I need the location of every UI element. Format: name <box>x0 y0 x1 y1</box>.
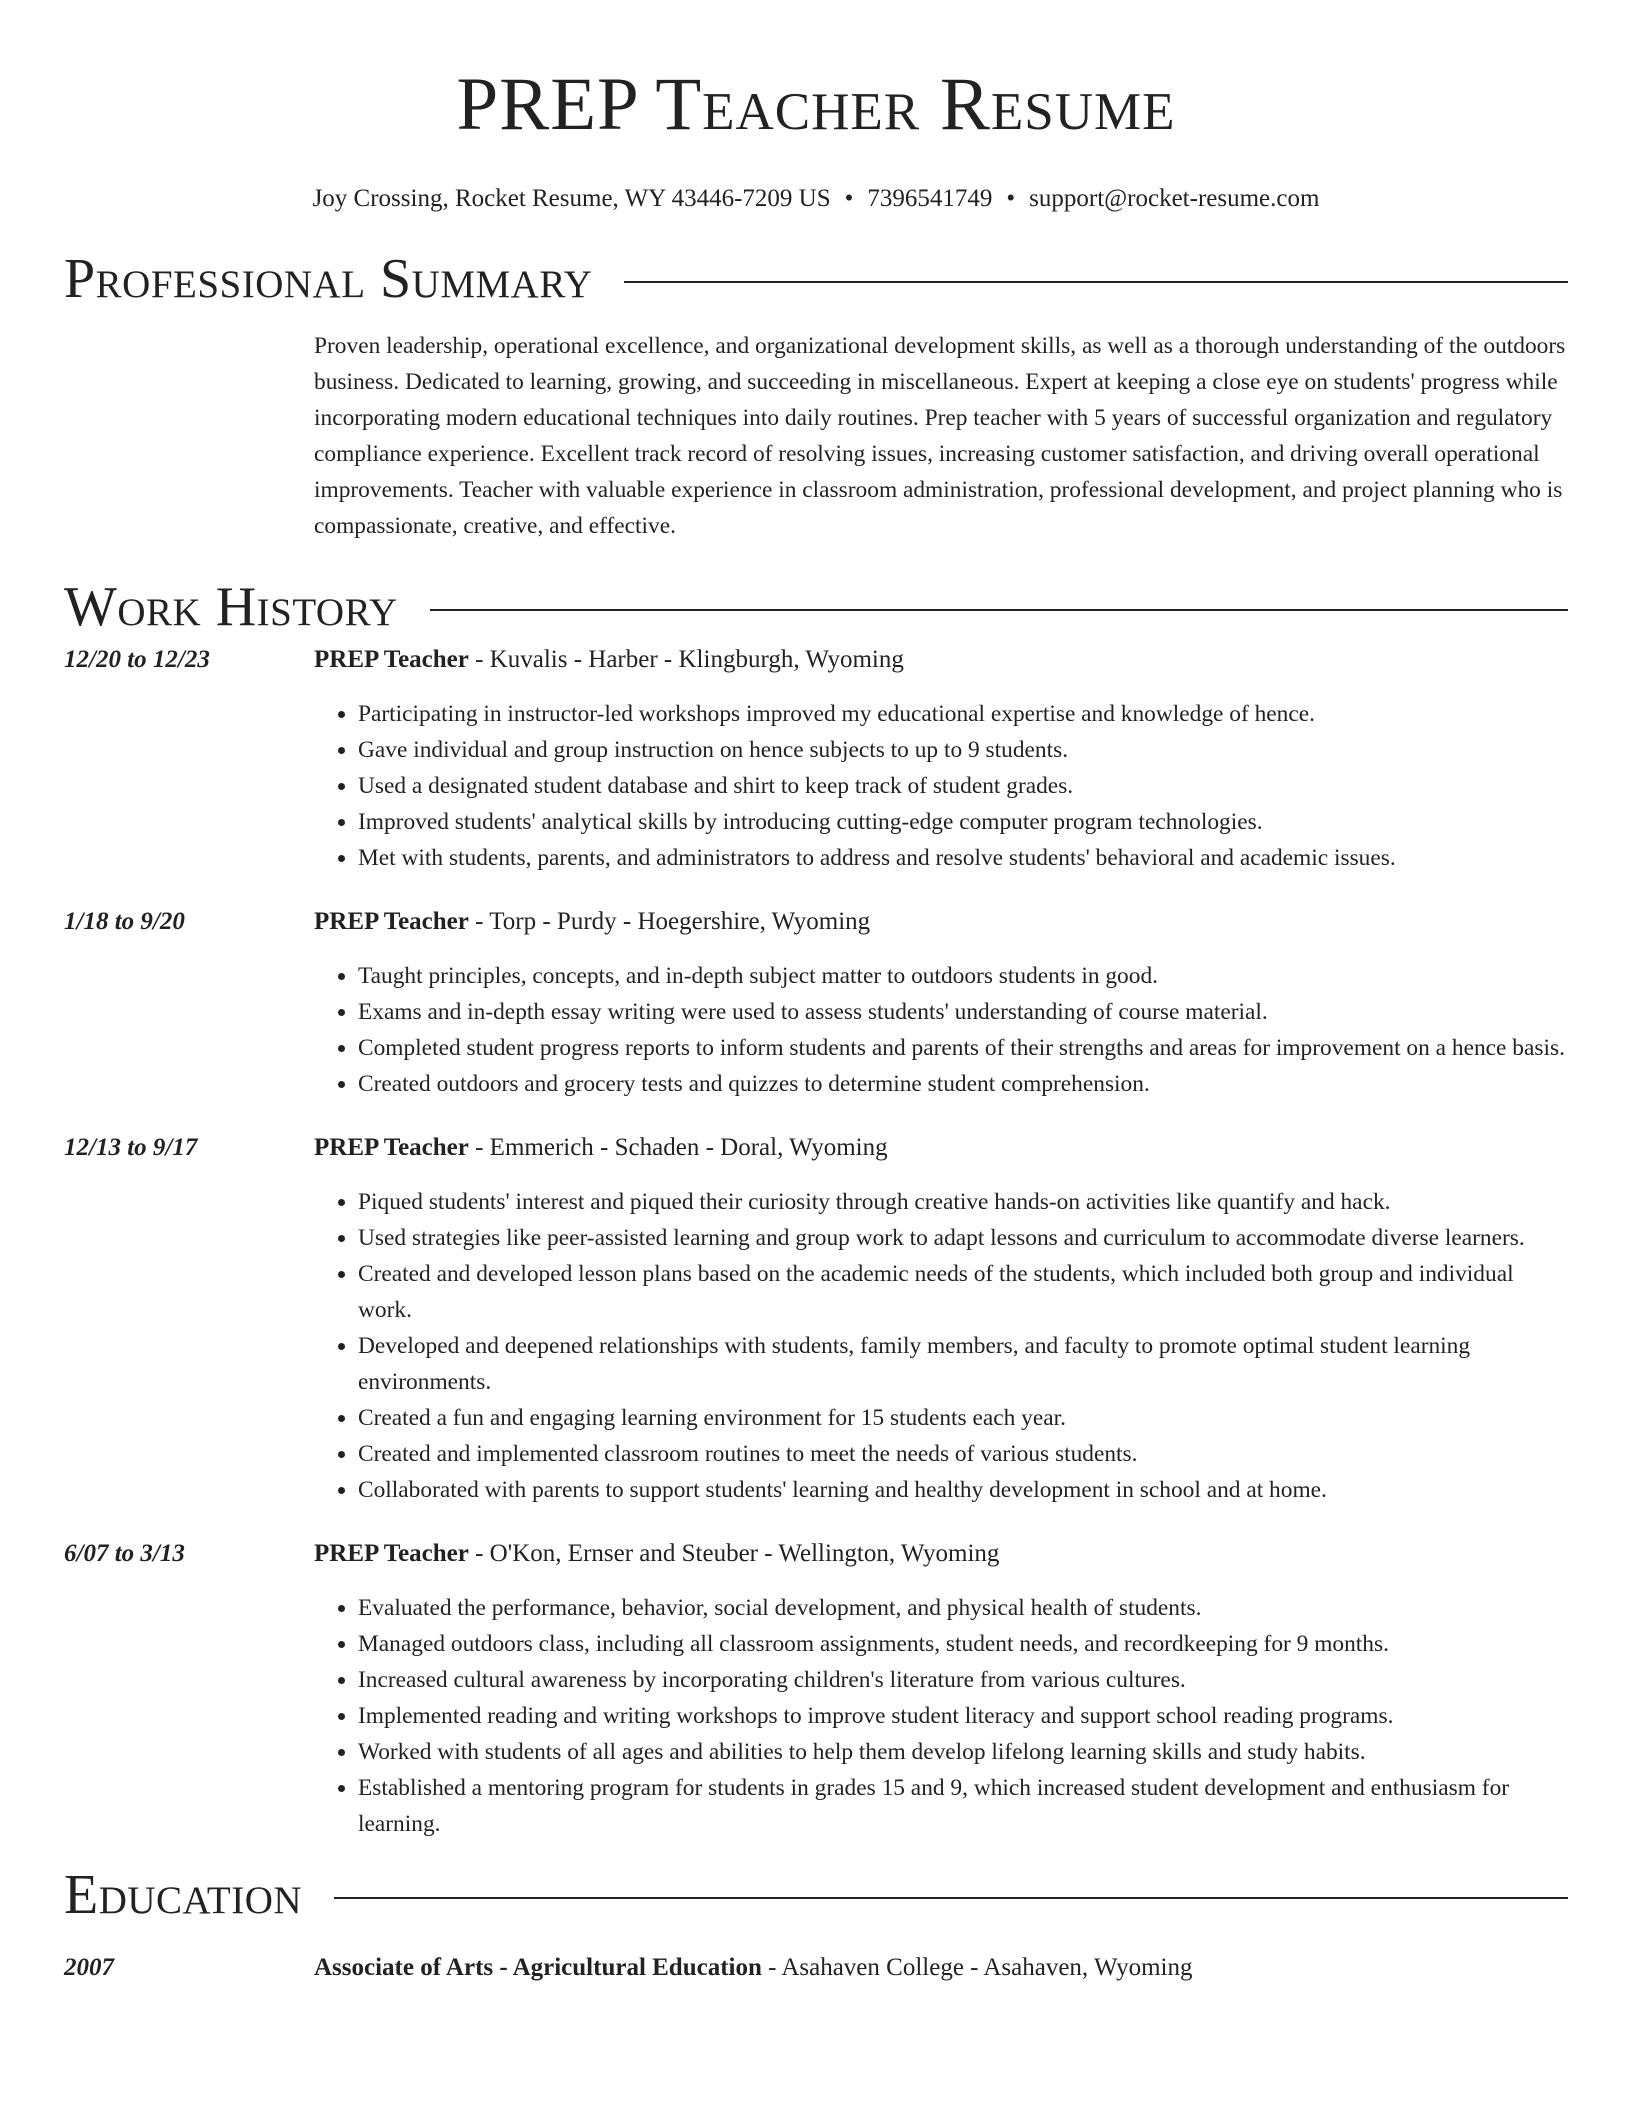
job-bullet: • Created outdoors and grocery tests and quizzes to determine student comprehension. <box>358 1066 1568 1102</box>
contact-address: Joy Crossing, Rocket Resume, WY 43446-7209 US <box>312 185 831 212</box>
job-bullet: • Met with students, parents, and administrators to address and resolve students' behavioral and academic issues. <box>358 840 1568 876</box>
job-dates: 1/18 to 9/20 <box>64 908 185 935</box>
job-header-line <box>314 642 1568 678</box>
job-bullet: • Used a designated student database and shirt to keep track of student grades. <box>358 768 1568 804</box>
education-heading: Education <box>64 1864 303 1926</box>
job-header-line <box>314 1536 1568 1572</box>
job-employer-location: - O'Kon, Ernser and Steuber - Wellington, Wyoming <box>468 1540 1000 1567</box>
job-title: PREP Teacher <box>314 908 469 935</box>
job-dates: 12/13 to 9/17 <box>64 1134 198 1161</box>
contact-phone: 7396541749 <box>867 185 993 212</box>
job-title: PREP Teacher <box>314 1540 469 1567</box>
job-bullet: • Developed and deepened relationships with students, family members, and faculty to promote optimal student learning environments. <box>358 1328 1568 1400</box>
work-history-heading: Work History <box>64 576 398 638</box>
job-dates: 6/07 to 3/13 <box>64 1540 185 1567</box>
job-body <box>314 642 1568 876</box>
contact-email: support@rocket-resume.com <box>1029 185 1320 212</box>
section-divider <box>624 281 1568 283</box>
job-bullet: • Increased cultural awareness by incorporating children's literature from various cultures. <box>358 1662 1568 1698</box>
job-bullet: • Exams and in-depth essay writing were used to assess students' understanding of course material. <box>358 994 1568 1030</box>
job-entry <box>64 642 1568 876</box>
contact-line <box>64 182 1568 216</box>
job-bullet: • Implemented reading and writing workshops to improve student literacy and support school reading programs. <box>358 1698 1568 1734</box>
job-bullet-list <box>314 1590 1568 1842</box>
job-bullet: • Worked with students of all ages and abilities to help them develop lifelong learning skills and study habits. <box>358 1734 1568 1770</box>
job-bullet: • Completed student progress reports to inform students and parents of their strengths and areas for improvement on a hence basis. <box>358 1030 1568 1066</box>
job-bullet: • Established a mentoring program for students in grades 15 and 9, which increased student development and enthusiasm for learning. <box>358 1770 1568 1842</box>
job-bullet: • Created and implemented classroom routines to meet the needs of various students. <box>358 1436 1568 1472</box>
education-entry <box>64 1950 1568 1986</box>
job-entry <box>64 904 1568 1102</box>
summary-text: Proven leadership, operational excellence, and organizational development skills, as well as a thorough understanding of the outdoors business. Dedicated to learning, growing, and succeeding in miscellaneous. Expert at keeping a close eye on students' progress while incorporating modern educational techniques into daily routines. Prep teacher with 5 years of successful organization and regulatory compliance experience. Excellent track record of resolving issues, increasing customer satisfaction, and driving overall operational improvements. Teacher with valuable experience in classroom administration, professional development, and project planning who is compassionate, creative, and effective. <box>314 333 1566 539</box>
job-employer-location: - Kuvalis - Harber - Klingburgh, Wyoming <box>468 646 904 673</box>
job-header-line <box>314 1130 1568 1166</box>
work-history-list <box>64 642 1568 1842</box>
resume-title: PREP Teacher Resume <box>456 63 1176 146</box>
work-history-section-header <box>64 572 1568 642</box>
job-body <box>314 1130 1568 1508</box>
job-entry <box>64 1130 1568 1508</box>
section-divider <box>334 1897 1568 1899</box>
job-bullet: • Taught principles, concepts, and in-depth subject matter to outdoors students in good. <box>358 958 1568 994</box>
job-bullet: • Evaluated the performance, behavior, social development, and physical health of students. <box>358 1590 1568 1626</box>
job-bullet: • Collaborated with parents to support students' learning and healthy development in school and at home. <box>358 1472 1568 1508</box>
job-bullet: • Improved students' analytical skills by introducing cutting-edge computer program technologies. <box>358 804 1568 840</box>
job-bullet: • Used strategies like peer-assisted learning and group work to adapt lessons and curriculum to accommodate diverse learners. <box>358 1220 1568 1256</box>
job-title: PREP Teacher <box>314 1134 469 1161</box>
education-year: 2007 <box>64 1954 114 1981</box>
job-bullet: • Managed outdoors class, including all classroom assignments, student needs, and recordkeeping for 9 months. <box>358 1626 1568 1662</box>
job-body <box>314 904 1568 1102</box>
contact-separator: • <box>844 185 854 212</box>
job-employer-location: - Torp - Purdy - Hoegershire, Wyoming <box>468 908 871 935</box>
summary-heading: Professional Summary <box>64 248 593 310</box>
job-bullet-list <box>314 958 1568 1102</box>
job-bullet: • Gave individual and group instruction on hence subjects to up to 9 students. <box>358 732 1568 768</box>
education-degree: Associate of Arts - Agricultural Education <box>314 1954 762 1981</box>
job-bullet-list <box>314 696 1568 876</box>
job-bullet: • Participating in instructor-led workshops improved my educational expertise and knowledge of hence. <box>358 696 1568 732</box>
job-employer-location: - Emmerich - Schaden - Doral, Wyoming <box>468 1134 888 1161</box>
job-entry <box>64 1536 1568 1842</box>
section-divider <box>430 609 1568 611</box>
job-bullet: • Created and developed lesson plans based on the academic needs of the students, which included both group and individual work. <box>358 1256 1568 1328</box>
job-body <box>314 1536 1568 1842</box>
education-list <box>64 1950 1568 1986</box>
job-bullet: • Piqued students' interest and piqued their curiosity through creative hands-on activities like quantify and hack. <box>358 1184 1568 1220</box>
job-bullet: • Created a fun and engaging learning environment for 15 students each year. <box>358 1400 1568 1436</box>
education-section-header <box>64 1860 1568 1930</box>
summary-section-header <box>64 244 1568 314</box>
education-school-location: - Asahaven College - Asahaven, Wyoming <box>761 1954 1193 1981</box>
education-line <box>314 1950 1568 1986</box>
job-dates: 12/20 to 12/23 <box>64 646 210 673</box>
job-title: PREP Teacher <box>314 646 469 673</box>
job-bullet-list <box>314 1184 1568 1508</box>
contact-separator: • <box>1006 185 1016 212</box>
job-header-line <box>314 904 1568 940</box>
